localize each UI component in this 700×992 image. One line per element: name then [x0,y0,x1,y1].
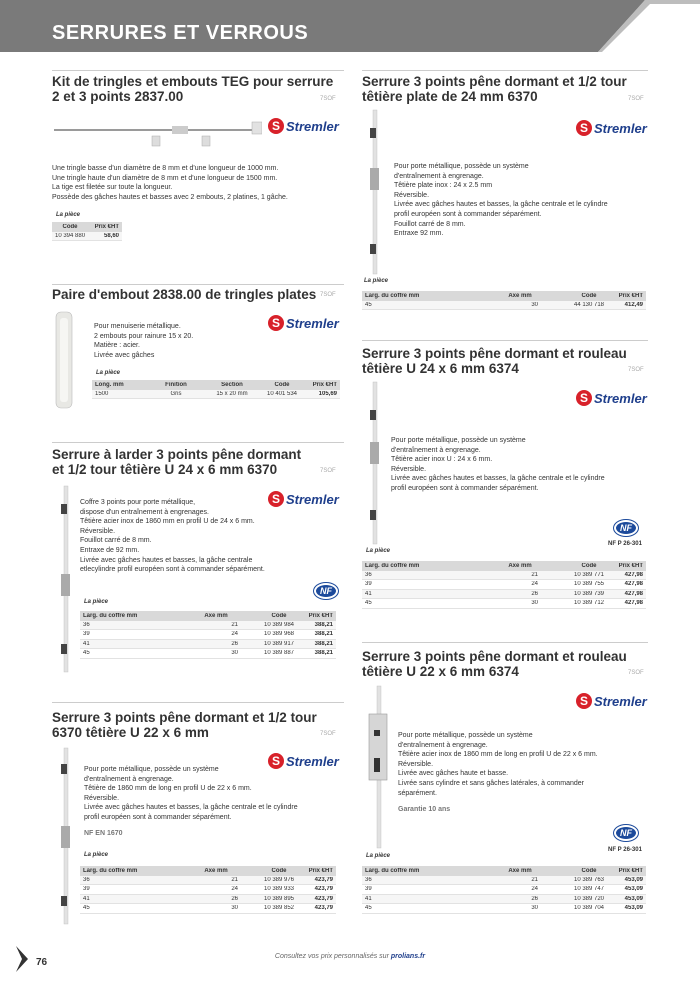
product-description: Coffre 3 points pour porte métallique, dispose d'un entraînement à engrenages. Têtière acier inox de 1860 mm en profil U de 24 x 6 mm. Réversible. Fouillot carré de 8 mm. Entraxe de 92 mm. Livrée avec gâches hautes et basses, la gâche centrale etlecylindre profil européen sont à commander séparément. [80,499,265,574]
product-card-6374-u22 [362,642,648,643]
lock-strip-image [366,684,390,850]
product-description: Pour porte métallique, possède un système d'entraînement à engrenage. Têtière acier inox U : 24 x 6 mm. Réversible. Livrée avec gâches hautes et basses, la gâche centrale et le cylindre profil européen sont à commander séparément. [391,437,605,492]
product-description: Pour porte métallique, possède un système d'entraînement à engrenage. Têtière acier inox de 1860 mm de long en profil U de 22 x 6 mm. Réversible. Livrée avec gâches haute et basse. Livrée sans cylindre et sans gâches latérales, à commander séparément. [398,732,598,797]
product-title-2838: Paire d'embout 2838.00 de tringles plates [52,287,317,302]
product-title-6370-u22: Serrure 3 points pêne dormant et 1/2 tour 6370 têtière U 22 x 6 mm [52,710,317,740]
product-title-6374-u22: Serrure 3 points pêne dormant et rouleau têtière U 22 x 6 mm 6374 [362,649,627,679]
stremler-s-icon: S [576,693,592,709]
brand-logo: S Stremler [268,117,339,135]
price-table-6374-u22: Larg. du coffre mm Axe mm Code Prix €HT 36 21 10 389 763 453,09 39 24 10 389 747 453,09 41 26 10 389 720 453,09 45 30 10 389 704 453,09 [362,866,646,914]
table-row: 45 30 10 389 704 453,09 [362,904,646,914]
brand-logo: S Stremler [268,314,339,332]
product-title-6370-u24: Serrure à larder 3 points pêne dormant et 1/2 tour têtière U 24 x 6 mm 6370 [52,447,302,477]
nf-code: NF P 26-301 [608,541,642,547]
stremler-s-icon: S [576,120,592,136]
product-card-6370-plate [362,70,648,71]
end-cap-image [52,310,76,410]
table-row: 41 26 10 389 720 453,09 [362,895,646,905]
table-row: 1500 Gris 15 x 20 mm 10 401 534 105,69 [92,390,340,400]
product-title-2837: Kit de tringles et embouts TEG pour serrure 2 et 3 points 2837.00 [52,74,334,104]
product-title-6370-plate: Serrure 3 points pêne dormant et 1/2 tour têtière plate de 24 mm 6370 [362,74,627,104]
product-title-6374-u24: Serrure 3 points pêne dormant et rouleau têtière U 24 x 6 mm 6374 [362,346,627,376]
nf-certification-icon: NF [614,825,638,841]
table-row: 41 26 10 389 917 388,21 [80,640,336,650]
brand-logo: S Stremler [268,752,339,770]
nf-certification-icon: NF [614,520,638,536]
lock-strip-image [364,380,386,546]
table-row: 45 30 10 389 712 427,98 [362,599,646,609]
table-row: 39 24 10 389 755 427,98 [362,580,646,590]
table-row: 45 30 10 389 887 388,21 [80,649,336,659]
header-banner [0,0,700,60]
price-table-6370-u22: Larg. du coffre mm Axe mm Code Prix €HT 36 21 10 389 976 423,79 39 24 10 389 933 423,79 41 26 10 389 895 423,79 45 30 10 389 852 423,79 [80,866,336,914]
nf-code: NF P 26-301 [608,847,642,853]
product-description: Pour porte métallique, possède un système d'entraînement à engrenage. Têtière de 1860 mm de long en profil U de 22 x 6 mm. Réversible. Livrée avec gâches hautes et basses, la gâche centrale et le cylindre profil européen sont à commander séparément. [84,766,298,821]
price-table-6370-u24: Larg. du coffre mm Axe mm Code Prix €HT 36 21 10 389 984 388,21 39 24 10 389 968 388,21 41 26 10 389 917 388,21 45 30 10 389 887 388,21 [80,611,336,659]
brand-logo: S Stremler [576,692,647,710]
guarantee-label: Garantie 10 ans [398,806,451,813]
table-row: 45 30 44 130 718 412,49 [362,301,646,311]
product-description: Une tringle basse d'un diamètre de 8 mm et d'une longueur de 1000 mm. Une tringle haute d'un diamètre de 8 mm et d'une longueur de 1500 mm. La tige est filetée sur toute la longueur. Possède des gâches hautes et basses avec 2 embouts, 2 platines, 1 gâche. [52,165,288,201]
nf-certification-icon: NF [314,583,338,599]
table-row: 36 21 10 389 763 453,09 [362,876,646,886]
price-table-2838: Long. mm Finition Section Code Prix €HT 1500 Gris 15 x 20 mm 10 401 534 105,69 [92,380,340,399]
table-row: 10 394 880 58,60 [52,232,122,242]
brand-logo: S Stremler [576,119,647,137]
table-row: 39 24 10 389 968 388,21 [80,630,336,640]
product-ref: 7SOF [320,96,336,102]
table-row: 45 30 10 389 852 423,79 [80,904,336,914]
brand-logo: S Stremler [576,389,647,407]
table-row: 41 26 10 389 739 427,98 [362,590,646,600]
table-row: 36 21 10 389 771 427,98 [362,571,646,581]
footer-text: Consultez vos prix personnalisés sur prolians.fr [274,953,426,960]
stremler-s-icon: S [268,118,284,134]
product-card-6370-u22 [52,702,344,703]
product-card-6374-u24 [362,340,648,341]
price-table-6370-plate: Larg. du coffre mm Axe mm Code Prix €HT 45 30 44 130 718 412,49 [362,291,646,310]
stremler-s-icon: S [268,491,284,507]
product-description: Pour porte métallique, possède un système d'entraînement à engrenage. Têtière plate inox : 24 x 2.5 mm Réversible. Livrée avec gâches hautes et basses, la gâche centrale et le cylindre profil européen sont à commander séparément. Fouillot carré de 8 mm. Entraxe 92 mm. [394,163,608,238]
table-row: 39 24 10 389 747 453,09 [362,885,646,895]
table-row: 39 24 10 389 933 423,79 [80,885,336,895]
stremler-s-icon: S [268,753,284,769]
lock-strip-image [55,484,77,674]
product-card-6370-u24 [52,442,344,443]
footer-site-link[interactable]: prolians.fr [390,953,426,960]
page-number: 76 [36,957,48,968]
stremler-s-icon: S [576,390,592,406]
norm-label: NF EN 1670 [84,830,123,837]
rods-image [52,120,262,150]
product-card-2838 [52,284,344,285]
price-table-2837: Code Prix €HT 10 394 880 58,60 [52,222,122,241]
table-row: 36 21 10 389 984 388,21 [80,621,336,631]
lock-strip-image [55,746,77,926]
page-title: SERRURES ET VERROUS [52,22,309,44]
brand-logo: S Stremler [268,490,339,508]
table-row: 36 21 10 389 976 423,79 [80,876,336,886]
product-card-2837 [52,70,344,71]
lock-strip-image [364,108,386,276]
price-table-6374-u24: Larg. du coffre mm Axe mm Code Prix €HT 36 21 10 389 771 427,98 39 24 10 389 755 427,98 41 26 10 389 739 427,98 45 30 10 389 712 427,98 [362,561,646,609]
product-description: Pour menuiserie métallique. 2 embouts pour rainure 15 x 20. Matière : acier. Livrée avec gâches [94,323,194,359]
table-row: 41 26 10 389 895 423,79 [80,895,336,905]
stremler-s-icon: S [268,315,284,331]
